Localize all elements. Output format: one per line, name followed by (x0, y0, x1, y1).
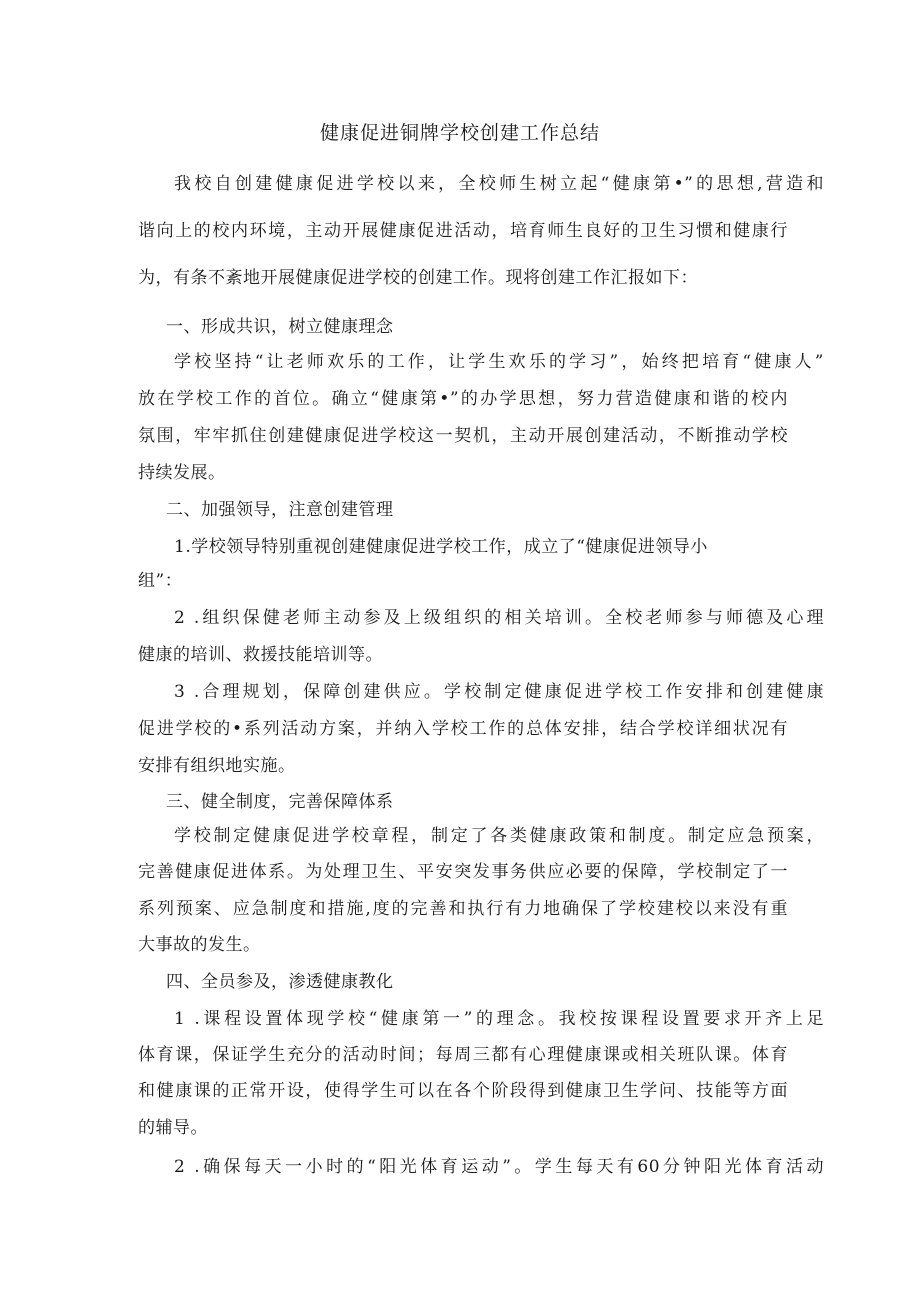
paragraph-line: 为，有条不紊地开展健康促进学校的创建工作。现将创建工作汇报如下： (138, 268, 698, 288)
paragraph-line: 的辅导。 (138, 1118, 208, 1138)
section-heading-2: 二、加强领导，注意创建管理 (166, 500, 394, 520)
paragraph-line: 谐向上的校内环境，主动开展健康促进活动，培育师生良好的卫生习惯和健康行 (138, 221, 788, 241)
paragraph-line: 我校自创建健康促进学校以来，全校师生树立起“健康第•”的思想,营造和 (174, 174, 824, 194)
paragraph-line: 氛围，牢牢抓住创建健康促进学校这一契机，主动开展创建活动，不断推动学校 (138, 426, 788, 446)
paragraph-line: 持续发展。 (138, 463, 226, 483)
section-heading-1: 一、形成共识，树立健康理念 (166, 317, 394, 337)
paragraph-line: 系列预案、应急制度和措施,度的完善和执行有力地确保了学校建校以来没有重 (138, 899, 788, 919)
paragraph-line: 1.学校领导特别重视创建健康促进学校工作，成立了“健康促进领导小 (174, 537, 708, 557)
section-heading-4: 四、全员参及，渗透健康教化 (166, 972, 394, 992)
paragraph-line: 安排有组织地实施。 (138, 756, 296, 776)
paragraph-line: 2 .组织保健老师主动参及上级组织的相关培训。全校老师参与师德及心理 (174, 608, 824, 628)
paragraph-line: 组”： (138, 571, 183, 591)
paragraph-line: 放在学校工作的首位。确立“健康第•”的办学思想，努力营造健康和谐的校内 (138, 389, 788, 409)
section-heading-3: 三、健全制度，完善保障体系 (166, 792, 394, 812)
paragraph-line: 促进学校的•系列活动方案，并纳入学校工作的总体安排，结合学校详细状况有 (138, 719, 788, 739)
document-title: 健康促进铜牌学校创建工作总结 (319, 122, 600, 144)
paragraph-line: 3 .合理规划，保障创建供应。学校制定健康促进学校工作安排和创建健康 (174, 682, 824, 702)
paragraph-line: 和健康课的正常开设，使得学生可以在各个阶段得到健康卫生学问、技能等方面 (138, 1081, 788, 1101)
paragraph-line: 学校坚持“让老师欢乐的工作，让学生欢乐的学习”，始终把培育“健康人” (174, 352, 824, 372)
paragraph-line: 1 .课程设置体现学校“健康第一”的理念。我校按课程设置要求开齐上足 (174, 1009, 824, 1029)
paragraph-line: 大事故的发生。 (138, 935, 261, 955)
paragraph-line: 2 .确保每天一小时的“阳光体育运动”。学生每天有60分钟阳光体育活动 (174, 1157, 824, 1177)
paragraph-line: 健康的培训、救援技能培训等。 (138, 645, 383, 665)
paragraph-line: 完善健康促进体系。为处理卫生、平安突发事务供应必要的保障，学校制定了一 (138, 862, 788, 882)
paragraph-line: 学校制定健康促进学校章程，制定了各类健康政策和制度。制定应急预案， (174, 826, 824, 846)
paragraph-line: 体育课，保证学生充分的活动时间；每周三都有心理健康课或相关班队课。体育 (138, 1045, 788, 1065)
